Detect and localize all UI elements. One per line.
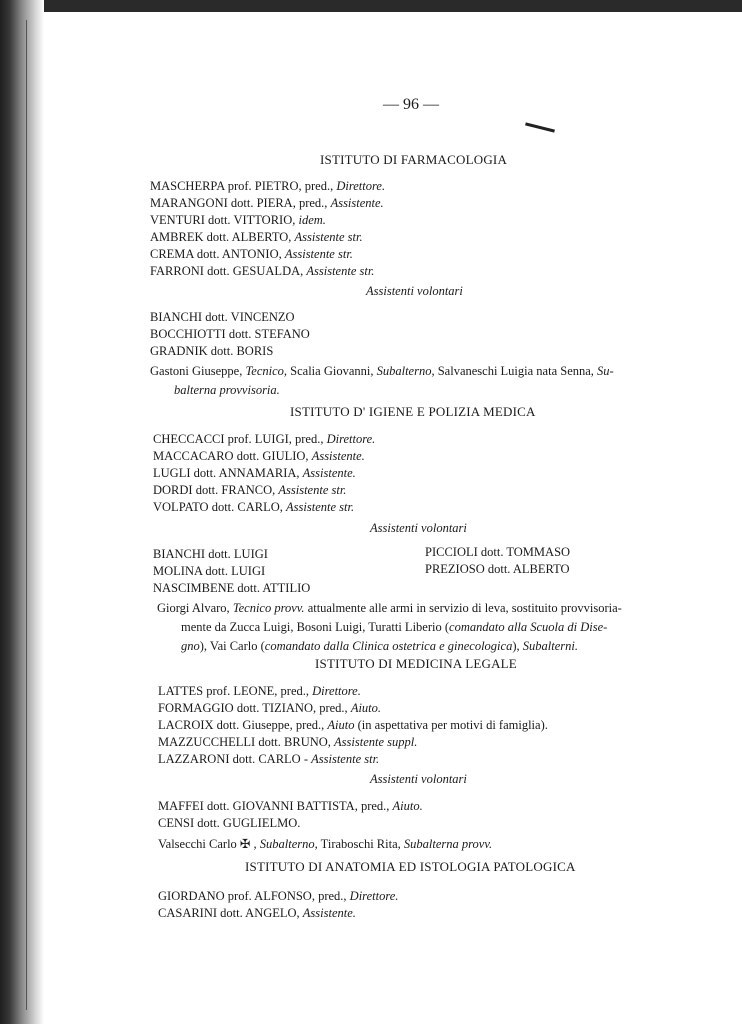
cross-icon: ✠: [239, 837, 251, 851]
staff-line: FORMAGGIO dott. TIZIANO, pred., Aiuto.: [158, 701, 382, 715]
staff-line: MACCACARO dott. GIULIO, Assistente.: [153, 449, 365, 463]
staff-line: MAZZUCCHELLI dott. BRUNO, Assistente suppl.: [158, 735, 418, 749]
volunteer-line: MAFFEI dott. GIOVANNI BATTISTA, pred., Aiuto.: [158, 799, 423, 813]
staff-line: MASCHERPA prof. PIETRO, pred., Direttore.: [150, 179, 386, 193]
section-heading-medicina-legale: ISTITUTO DI MEDICINA LEGALE: [315, 656, 517, 671]
volunteers-heading: Assistenti volontari: [370, 521, 467, 535]
subalterni-note: Valsecchi Carlo ✠ , Subalterno, Tiraboschi Rita, Subalterna provv.: [158, 837, 493, 851]
staff-line: CASARINI dott. ANGELO, Assistente.: [158, 906, 356, 920]
staff-line: VENTURI dott. VITTORIO, idem.: [150, 213, 326, 227]
scan-top-edge: [0, 0, 742, 12]
volunteer-line: GRADNIK dott. BORIS: [150, 344, 274, 358]
section-heading-igiene: ISTITUTO D' IGIENE E POLIZIA MEDICA: [290, 404, 536, 419]
volunteer-line: PICCIOLI dott. TOMMASO: [425, 545, 571, 559]
section-heading-anatomia: ISTITUTO DI ANATOMIA ED ISTOLOGIA PATOLOGICA: [245, 859, 576, 874]
staff-line: GIORDANO prof. ALFONSO, pred., Direttore.: [158, 889, 399, 903]
volunteer-line: BIANCHI dott. VINCENZO: [150, 310, 295, 324]
volunteer-line: NASCIMBENE dott. ATTILIO: [153, 581, 311, 595]
subalterni-note: Gastoni Giuseppe, Tecnico, Scalia Giovanni, Subalterno, Salvaneschi Luigia nata Senna, Su- balterna provvisoria.: [150, 364, 614, 397]
staff-line: DORDI dott. FRANCO, Assistente str.: [153, 483, 347, 497]
staff-line: LATTES prof. LEONE, pred., Direttore.: [158, 684, 361, 698]
subalterni-note: Giorgi Alvaro, Tecnico provv. attualmente alle armi in servizio di leva, sostituito provvisoria- mente da Zucca Luigi, Bosoni Luigi, Turatti Liberio (comandato alla Scuola di Dise- gno), Vai Carlo (comandato dalla Clinica ostetrica e ginecologica), Subalterni.: [157, 601, 622, 653]
volunteers-heading: Assistenti volontari: [370, 772, 467, 786]
volunteer-line: CENSI dott. GUGLIELMO.: [158, 816, 301, 830]
staff-line: AMBREK dott. ALBERTO, Assistente str.: [150, 230, 363, 244]
binding-line: [26, 20, 27, 1010]
volunteer-line: BOCCHIOTTI dott. STEFANO: [150, 327, 310, 341]
section-heading-farmacologia: ISTITUTO DI FARMACOLOGIA: [320, 152, 508, 167]
staff-line: CHECCACCI prof. LUIGI, pred., Direttore.: [153, 432, 376, 446]
volunteers-heading: Assistenti volontari: [366, 284, 463, 298]
staff-line: VOLPATO dott. CARLO, Assistente str.: [153, 500, 355, 514]
staff-line: MARANGONI dott. PIERA, pred., Assistente.: [150, 196, 384, 210]
staff-line: LAZZARONI dott. CARLO - Assistente str.: [158, 752, 380, 766]
book-spine-shadow: [0, 0, 44, 1024]
staff-line: LACROIX dott. Giuseppe, pred., Aiuto (in aspettativa per motivi di famiglia).: [158, 718, 548, 732]
staff-line: CREMA dott. ANTONIO, Assistente str.: [150, 247, 353, 261]
page-number: — 96 —: [383, 96, 439, 113]
volunteer-line: PREZIOSO dott. ALBERTO: [425, 562, 570, 576]
staff-line: LUGLI dott. ANNAMARIA, Assistente.: [153, 466, 356, 480]
ink-mark: [525, 122, 555, 132]
volunteer-line: BIANCHI dott. LUIGI: [153, 547, 268, 561]
volunteer-line: MOLINA dott. LUIGI: [153, 564, 266, 578]
staff-line: FARRONI dott. GESUALDA, Assistente str.: [150, 264, 375, 278]
